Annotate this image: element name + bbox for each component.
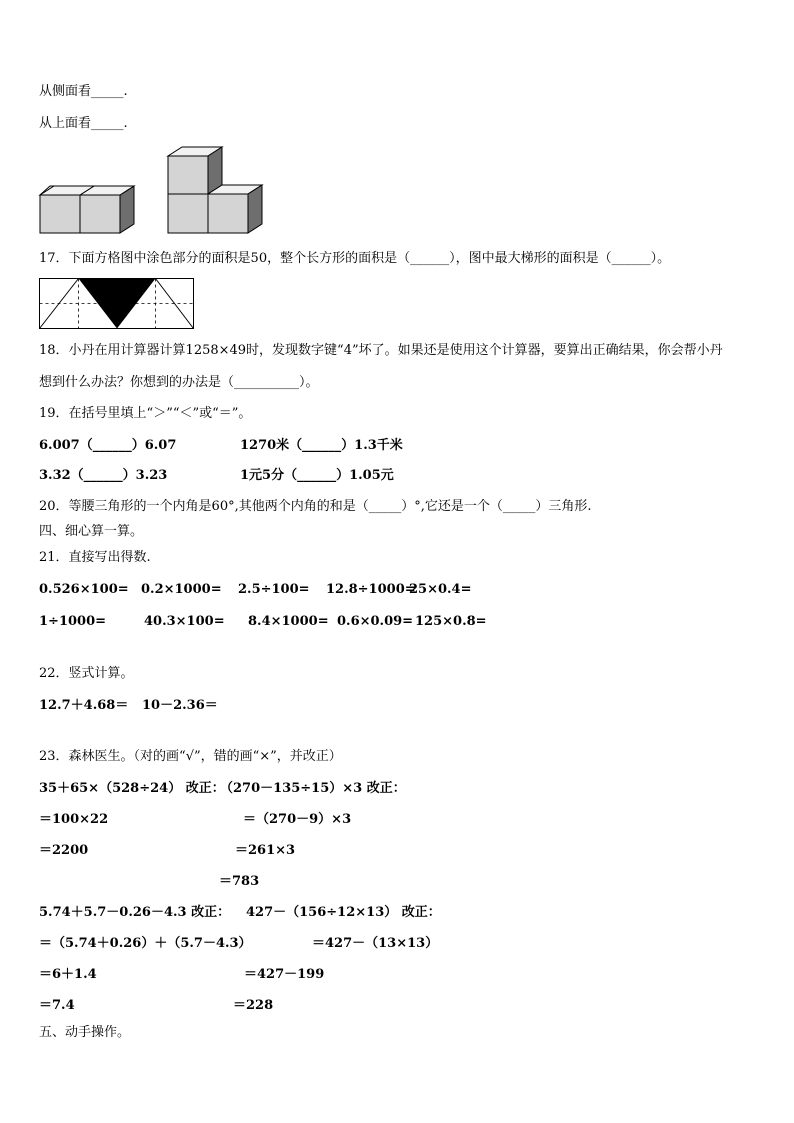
side-view-line: 从侧面看_____. [39,84,128,99]
grid-figure [38,276,198,332]
section-4-title: 四、细心算一算。 [39,524,144,539]
question-17: 17．下面方格图中涂色部分的面积是50，整个长方形的面积是（______），图中最大梯形的面积是（______）。 [39,251,671,266]
top-view-line: 从上面看_____. [39,116,128,131]
q22-item: 10－2.36＝ [142,698,218,713]
q23-right1-line: ＝（270－9）×3 [243,812,352,827]
q21-item: 2.5÷100= [238,582,310,597]
q23-right1-line: ＝261×3 [235,843,296,858]
q23-right1-line: （270－135÷15）×3 改正： [220,781,406,796]
question-22-title: 22．竖式计算。 [39,666,134,681]
q21-item: 125×0.8= [415,614,487,629]
q21-item: 8.4×1000= [248,614,329,629]
q21-item: 0.526×100= [39,582,129,597]
question-23-title: 23．森林医生。（对的画“√”，错的画“×”，并改正） [39,749,342,764]
q23-left1-line: ＝2200 [39,843,89,858]
q19-item: 6.007（______）6.07 [39,438,177,453]
q23-left1-line: ＝100×22 [39,812,109,827]
q21-item: 0.6×0.09= [337,614,414,629]
q23-right2-line: 427－（156÷12×13） 改正： [246,905,441,920]
q23-right2-line: ＝427－199 [244,967,325,982]
q21-item: 12.8÷1000= [326,582,416,597]
cube-figure [36,143,276,243]
q21-item: 0.2×1000= [141,582,222,597]
q23-left1-line: 35＋65×（528÷24） 改正： [39,781,225,796]
q21-item: 1÷1000= [39,614,107,629]
q23-right2-line: ＝228 [233,998,274,1013]
question-21-title: 21．直接写出得数. [39,550,151,565]
q21-item: 40.3×100= [144,614,225,629]
q21-item: 25×0.4= [409,582,472,597]
section-5-title: 五、动手操作。 [39,1025,131,1040]
q23-left2-line: ＝7.4 [39,998,75,1013]
q22-item: 12.7＋4.68＝ [39,698,129,713]
question-19-title: 19．在括号里填上“＞”“＜”或“＝”。 [39,406,252,421]
q19-item: 1270米（______）1.3千米 [240,438,403,453]
question-18-line1: 18．小丹在用计算器计算1258×49时，发现数字键“4”坏了。如果还是使用这个计算器，要算出正确结果，你会帮小丹 [39,343,723,358]
question-20: 20．等腰三角形的一个内角是60°,其他两个内角的和是（_____）°,它还是一个（_____）三角形. [39,499,592,514]
q19-item: 1元5分（______）1.05元 [240,468,394,483]
q23-right2-line: ＝427－（13×13） [312,936,439,951]
q23-left2-line: ＝（5.74＋0.26）＋（5.7－4.3） [39,936,252,951]
q19-item: 3.32（______）3.23 [39,468,168,483]
question-18-line2: 想到什么办法？你想到的办法是（__________）。 [39,375,319,390]
q23-left2-line: ＝6＋1.4 [39,967,97,982]
q23-left2-line: 5.74＋5.7－0.26－4.3 改正： [39,905,231,920]
q23-right1-line: ＝783 [219,874,260,889]
